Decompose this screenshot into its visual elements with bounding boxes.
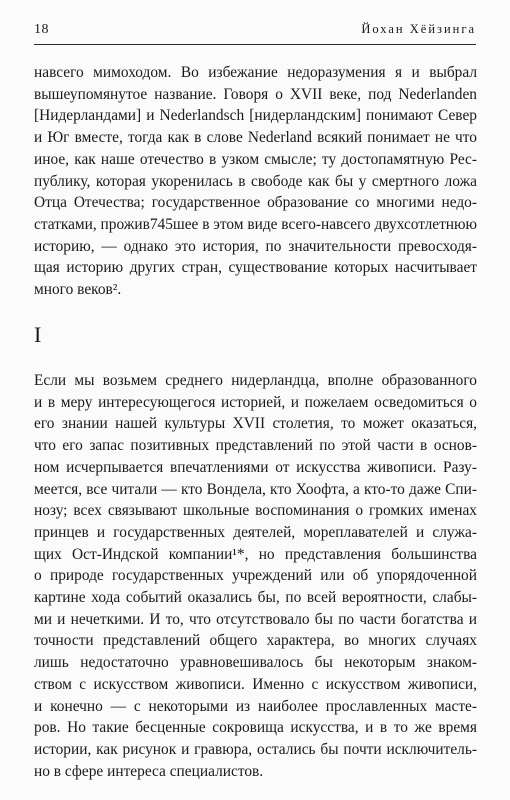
text-line: что его запас позитивных представлений по этой части в основ- (34, 437, 477, 455)
text-line: нозу; всех связывают школьные воспоминания о громких именах (34, 502, 477, 520)
text-line: истории, как рисунок и гравюра, остались бы почти исключитель- (34, 740, 477, 758)
text-line: щих Ост-Индской компании¹*, но представления большинства (34, 545, 477, 563)
text-line: ров. Но такие бесценные сокровища искусства, и в то же время (34, 719, 477, 737)
text-line: иное, как наше отечество в узком смысле; ту достопамятную Рес- (34, 150, 477, 168)
text-line: Отца Отечества; государственное образование со многими недо- (34, 194, 477, 212)
text-line: принцев и государственных деятелей, мореплавателей и служа- (34, 523, 477, 541)
text-line: статками, прожив745шее в этом виде всего-навсего двухсотлетнюю (34, 215, 477, 233)
text-line: меется, все читали — кто Вондела, кто Хоофта, а кто-то даже Спи- (34, 480, 477, 498)
text-line: ном исчерпывается впечатлениями от искусства живописи. Разу- (34, 458, 477, 476)
text-line: о природе государственных учреждений или об упорядоченной (34, 567, 477, 585)
text-line: но в сфере интереса специалистов. (34, 762, 264, 780)
text-line: его знании нашей культуры XVII столетия, то может оказаться, (34, 415, 477, 433)
text-line: историю, — однако это история, по значительности превосходя- (34, 237, 477, 255)
paragraph-intro (34, 62, 477, 301)
running-head: Йохан Хёйзинга (361, 22, 476, 36)
text-line: и Юг вместе, тогда как в слове Nederland всякий понимает не что (34, 129, 477, 147)
section-heading: I (34, 322, 42, 347)
text-line: картине хода событий оказались бы, по всей вероятности, слабы- (34, 589, 477, 607)
page-number: 18 (34, 22, 49, 37)
text-line: навсего мимоходом. Во избежание недоразумения я и выбрал (34, 64, 477, 81)
text-line: публику, которая укоренилась в свободе как бы у смертного ложа (34, 172, 477, 190)
text-line: ми и нечеткими. И то, что отсутствовало бы по части богатства и (34, 610, 477, 628)
text-line: ством с искусством живописи. Именно с искусством живописи, (34, 675, 477, 693)
text-line: щая историю других стран, существование которых насчитывает (34, 259, 477, 277)
text-line: Если мы возьмем среднего нидерландца, вполне образованного (34, 372, 477, 389)
text-line: много веков². (34, 281, 122, 299)
paragraph-section-one (34, 370, 477, 782)
text-line: и в меру интересующегося историей, и пожелаем осведомиться о (34, 393, 477, 411)
text-line: лишь недостаточно уравновешивалось бы некоторым знаком- (34, 654, 477, 672)
text-line: вышеупомянутое название. Говоря о XVII веке, под Nederlanden (34, 85, 477, 103)
text-line: и конечно — с некоторыми из наиболее прославленных масте- (34, 697, 477, 715)
text-line: [Нидерландами] и Nederlandsch [нидерландским] понимают Север (34, 107, 477, 125)
page-header (34, 22, 476, 45)
text-line: точности представлений общего характера, во многих случаях (34, 632, 477, 650)
